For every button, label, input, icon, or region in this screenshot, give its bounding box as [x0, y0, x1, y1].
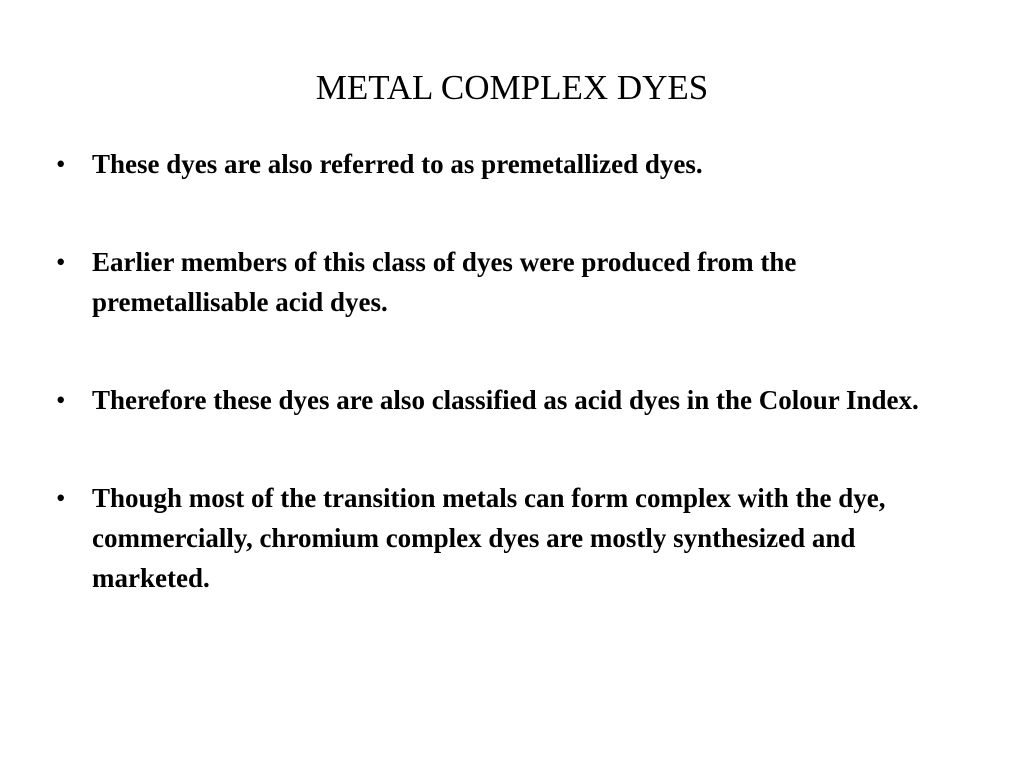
bullet-text: These dyes are also referred to as premetallized dyes.: [92, 149, 703, 179]
bullet-icon: •: [56, 247, 66, 277]
bullet-item: [56, 380, 956, 420]
bullet-item: [56, 144, 956, 184]
slide-title: METAL COMPLEX DYES: [315, 68, 709, 107]
bullet-item: [56, 478, 956, 598]
bullet-text: Though most of the transition metals can form complex with the dye, commercially, chromium complex dyes are mostly synthesized and marketed.: [92, 483, 886, 593]
bullet-icon: •: [56, 483, 66, 513]
bullet-text: Therefore these dyes are also classified as acid dyes in the Colour Index.: [92, 385, 919, 415]
bullet-icon: •: [56, 385, 66, 415]
bullet-list: [56, 144, 956, 656]
bullet-icon: •: [56, 149, 66, 179]
bullet-item: [56, 242, 956, 322]
bullet-text: Earlier members of this class of dyes were produced from the premetallisable acid dyes.: [92, 247, 797, 317]
